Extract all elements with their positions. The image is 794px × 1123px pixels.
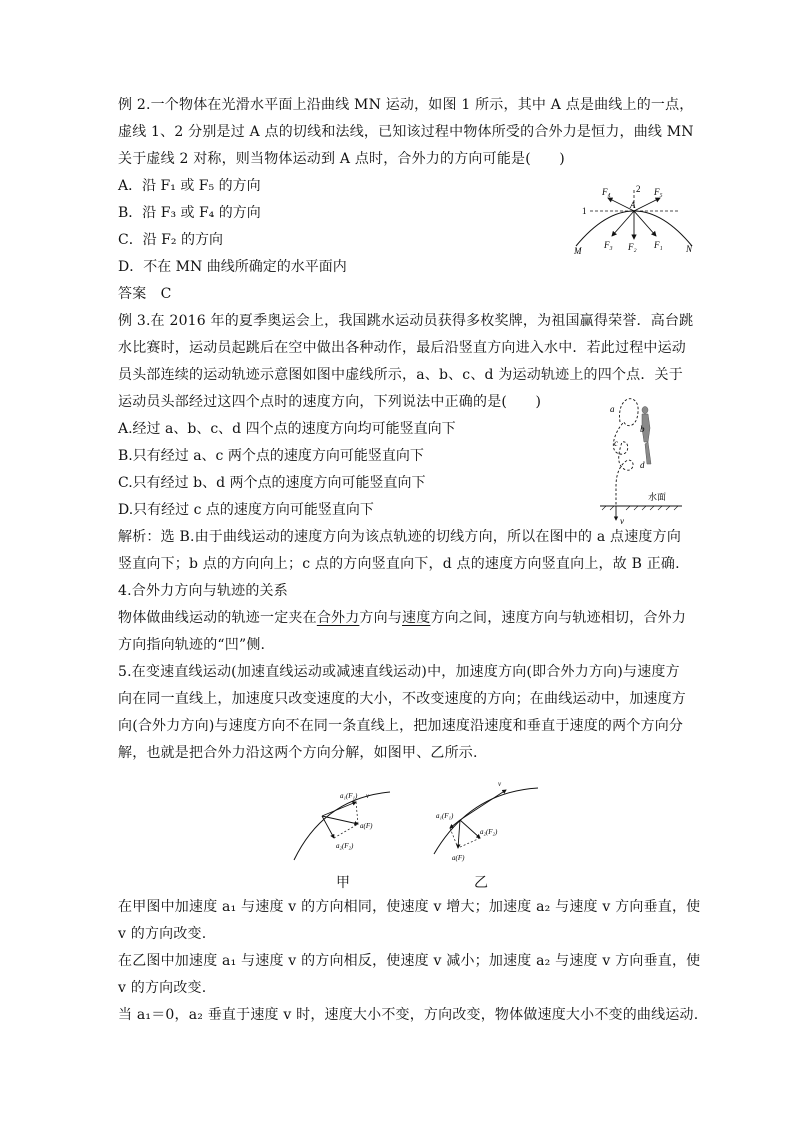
label-a: A [630,200,636,210]
section-4-line-1 [118,605,687,632]
label-m: M [574,246,582,256]
yi-a-label: a(F) [452,854,465,862]
ex3-line-3: 员头部连续的运动轨迹示意图如图中虚线所示，a、b、c、d 为运动轨迹上的四个点．关于 [118,367,683,383]
jia-a-arrow [322,816,358,824]
yi-dashed-2 [458,838,480,848]
figure-jia [290,784,400,862]
label-2: 2 [636,184,641,194]
yi-a2-label: a₂(F₂) [480,828,498,836]
yi-a-arrow [458,820,460,848]
jia-a2-arrow [322,816,334,838]
s4-underlined-force: 合外力 [316,610,360,626]
s4-underlined-velocity: 速度 [402,610,431,626]
section-5-line-4: 解，也就是把合外力沿这两个方向分解，如图甲、乙所示. [118,745,478,761]
yi-a1-arrow [450,820,460,828]
analysis-line-1: 解析：选 B.由于曲线运动的速度方向为该点轨迹的切线方向，所以在图中的 a 点速度方向 [118,529,682,545]
s4-text-a: 物体做曲线运动的轨迹一定夹在 [118,610,317,626]
section-5-line-2: 向在同一直线上，加速度只改变速度的大小，不改变速度的方向；在曲线运动中，加速度方 [118,691,686,707]
yi-a2-arrow [460,820,480,838]
yi-v-label: v [498,780,502,788]
final-paragraphs [118,894,701,1029]
yi-dashed-1 [450,828,458,848]
s4-text-b: 方向与 [359,610,403,626]
s4-text-c: 方向之间，速度方向与轨迹相切，合外力 [430,610,687,626]
ex2-answer: 答案 C [118,286,172,302]
ex2-option-d: D．不在 MN 曲线所确定的水平面内 [118,259,347,275]
section-5-line-3: 向(合外力方向)与速度方向不在同一条直线上，把加速度沿速度和垂直于速度的两个方向分 [118,718,684,734]
section-4-title: 4.合外力方向与轨迹的关系 [118,583,288,599]
yi-curve [434,788,538,854]
figure-jia-caption: 甲 [336,875,350,891]
label-1: 1 [582,206,587,216]
label-f3: F₃ [604,240,613,250]
point-c-label: c [614,438,618,448]
p1-line-2: v 的方向改变. [118,926,207,942]
jia-dashed-2 [334,824,358,838]
ex2-line-3: 关于虚线 2 对称，则当物体运动到 A 点时，合外力的方向可能是( ) [118,151,565,167]
ex3-option-d: D.只有经过 c 点的速度方向可能竖直向下 [118,502,374,518]
ex3-line-1: 例 3.在 2016 年的夏季奥运会上，我国跳水运动员获得多枚奖牌，为祖国赢得荣誉．高台跳 [118,313,694,329]
figure-yi [430,778,542,866]
ex3-option-a: A.经过 a、b、c、d 四个点的速度方向均可能竖直向下 [118,421,456,437]
section-4-line-2: 方向指向轨迹的“凹”侧. [118,637,266,653]
figure-curve-mn [570,182,700,258]
ex2-option-a: A．沿 F₁ 或 F₅ 的方向 [118,178,261,194]
water-hatch [602,506,678,510]
section-5-line-1: 5.在变速直线运动(加速直线运动或减速直线运动)中，加速度方向(即合外力方向)与速度方 [118,664,680,680]
ex2-line-1: 例 2.一个物体在光滑水平面上沿曲线 MN 运动，如图 1 所示，其中 A 点是曲线上的一点， [118,97,694,113]
analysis-line-2: 竖直向下；b 点的方向向上；c 点的方向竖直向下，d 点的速度方向竖直向上，故 B 正确. [118,556,680,572]
label-f5: F₅ [654,187,663,197]
ex3-option-b: B.只有经过 a、c 两个点的速度方向可能竖直向下 [118,448,424,464]
point-a-label: a [610,404,615,414]
label-f2: F₂ [628,242,637,252]
jia-v-label: v [366,792,370,800]
jia-a2-label: a₂(F₂) [336,842,354,850]
ex3-line-4: 运动员头部经过这四个点时的速度方向，下列说法中正确的是( ) [118,394,542,410]
jia-a1-label: a₁(F₁) [340,792,358,800]
ex2-option-c: C．沿 F₂ 的方向 [118,232,223,248]
jia-dashed-1 [356,802,358,824]
diver-path [613,399,638,506]
ex2-line-2: 虚线 1、2 分别是过 A 点的切线和法线，已知该过程中物体所受的合外力是恒力，曲线 MN [118,124,694,140]
p2-line-1: 在乙图中加速度 a₁ 与速度 v 的方向相反，使速度 v 减小；加速度 a₂ 与速度 v 方向垂直，使 [118,953,701,969]
water-label: 水面 [648,492,667,502]
yi-a1-label: a₁(F₁) [436,812,454,820]
p3-line: 当 a₁＝0，a₂ 垂直于速度 v 时，速度大小不变，方向改变，物体做速度大小不变的曲线运动. [118,1007,699,1023]
label-f4: F₄ [602,187,611,197]
diver-figure [642,407,651,465]
point-d-label: d [640,460,645,470]
figure-yi-caption: 乙 [474,875,488,891]
p2-line-2: v 的方向改变. [118,980,207,996]
force-f5-arrow [634,198,660,211]
yi-velocity-arrow [460,790,506,820]
point-b-label: b [640,424,645,434]
ex2-option-b: B．沿 F₃ 或 F₄ 的方向 [118,205,261,221]
jia-velocity-arrow [322,802,356,816]
velocity-v-label: v [620,516,624,526]
p1-line-1: 在甲图中加速度 a₁ 与速度 v 的方向相同，使速度 v 增大；加速度 a₂ 与速度 v 方向垂直，使 [118,899,701,915]
label-n: N [686,244,693,254]
ex3-line-2: 水比赛时，运动员起跳后在空中做出各种动作，最后沿竖直方向进入水中．若此过程中运动 [118,340,686,356]
ex3-option-c: C.只有经过 b、d 两个点的速度方向可能竖直向下 [118,475,426,491]
figure-diver-trajectory [596,394,686,528]
jia-a-label: a(F) [360,822,373,830]
label-f1: F₁ [654,240,663,250]
